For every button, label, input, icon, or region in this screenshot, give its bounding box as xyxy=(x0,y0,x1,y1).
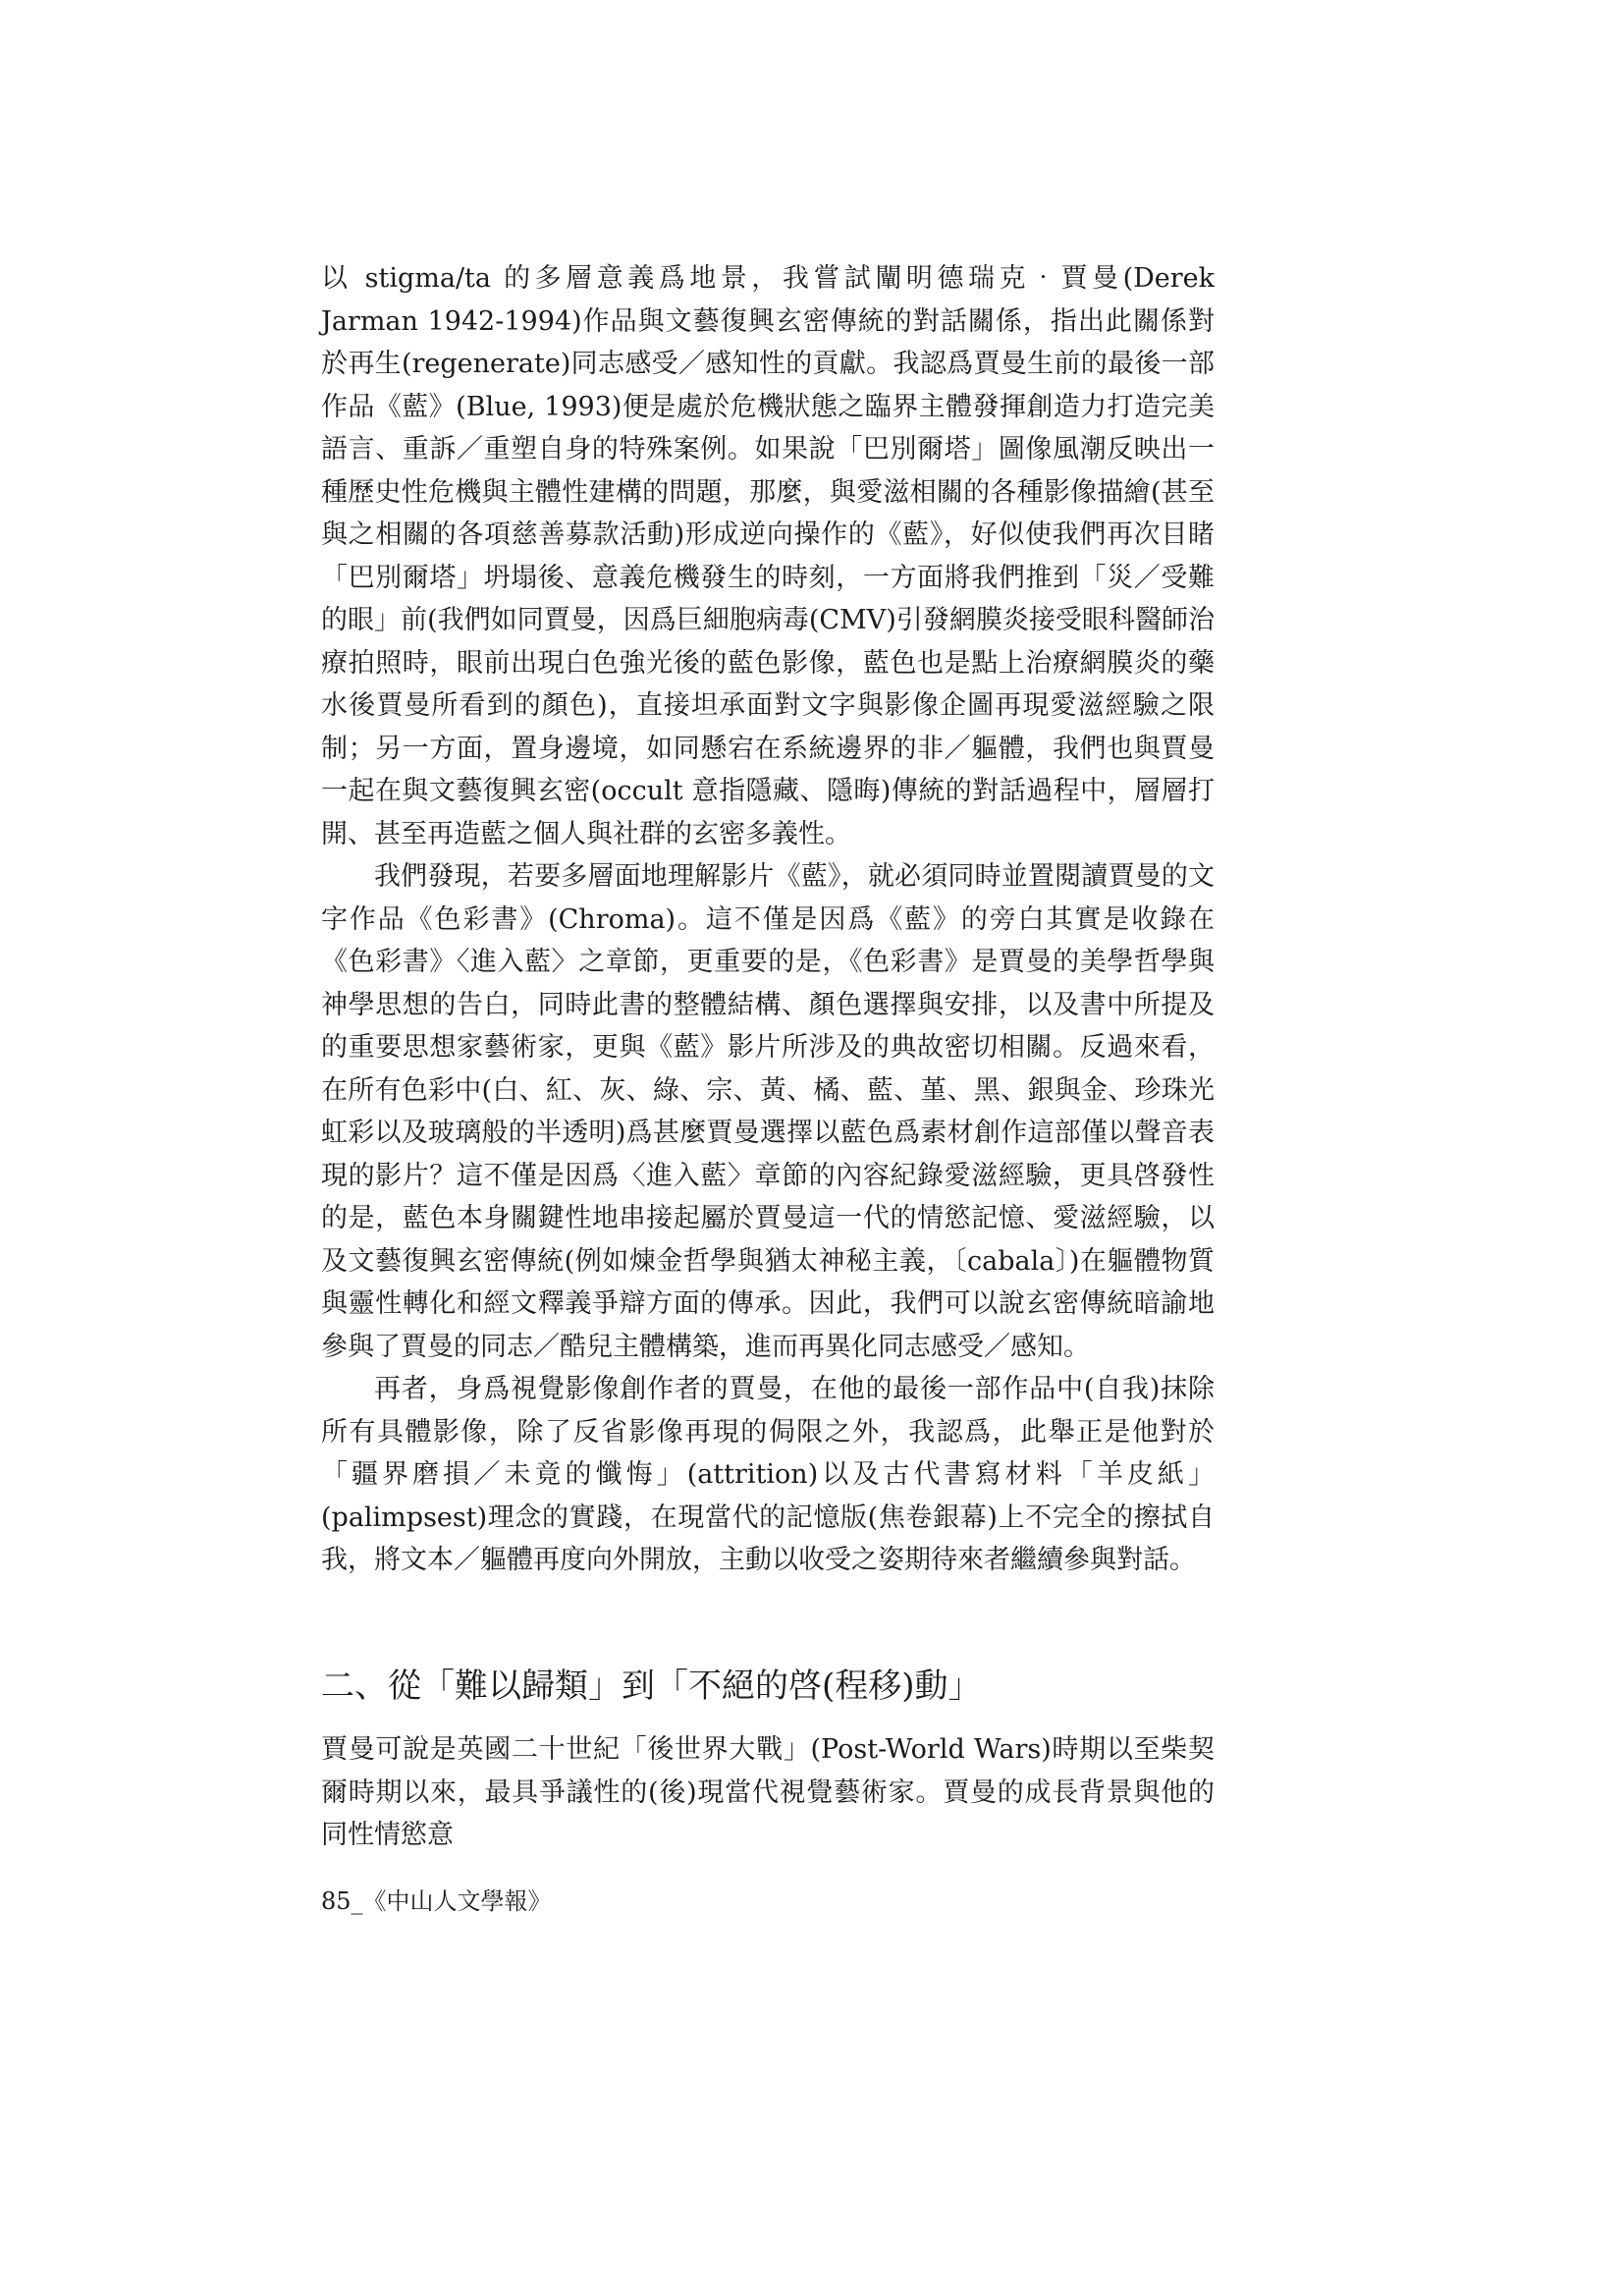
page-footer: 85_《中山人文學報》 xyxy=(321,1887,552,1915)
body-text xyxy=(321,257,1215,1582)
section-paragraph: 賈曼可說是英國二十世紀「後世界大戰」(Post-World Wars)時期以至柴契爾時期以來，最具爭議性的(後)現當代視覺藝術家。賈曼的成長背景與他的同性情慾意 xyxy=(321,1734,1215,1850)
paragraph-3: 再者，身爲視覺影像創作者的賈曼，在他的最後一部作品中(自我)抹除所有具體影像，除了反省影像再現的侷限之外，我認爲，此舉正是他對於「疆界磨損／未竟的懺悔」(attrition)以及古代書寫材料「羊皮紙」(palimpsest)理念的實踐，在現當代的記憶版(焦卷銀幕)上不完全的擦拭自我，將文本／軀體再度向外開放，主動以收受之姿期待來者繼續參與對話。 xyxy=(321,1374,1215,1575)
paragraph-2: 我們發現，若要多層面地理解影片《藍》，就必須同時並置閱讀賈曼的文字作品《色彩書》(Chroma)。這不僅是因爲《藍》的旁白其實是收錄在《色彩書》〈進入藍〉之章節，更重要的是，《色彩書》是賈曼的美學哲學與神學思想的告白，同時此書的整體結構、顏色選擇與安排，以及書中所提及的重要思想家藝術家，更與《藍》影片所涉及的典故密切相關。反過來看，在所有色彩中(白、紅、灰、綠、宗、黃、橘、藍、堇、黑、銀與金、珍珠光虹彩以及玻璃般的半透明)爲甚麼賈曼選擇以藍色爲素材創作這部僅以聲音表現的影片？這不僅是因爲〈進入藍〉章節的內容紀錄愛滋經驗，更具啓發性的是，藍色本身關鍵性地串接起屬於賈曼這一代的情慾記憶、愛滋經驗，以及文藝復興玄密傳統(例如煉金哲學與猶太神秘主義，〔cabala〕)在軀體物質與靈性轉化和經文釋義爭辯方面的傳承。因此，我們可以說玄密傳統暗諭地參與了賈曼的同志／酷兒主體構築，進而再異化同志感受／感知。 xyxy=(321,861,1215,1362)
paragraph-1: 以 stigma/ta 的多層意義爲地景，我嘗試闡明德瑞克‧賈曼(Derek Jarman 1942-1994)作品與文藝復興玄密傳統的對話關係，指出此關係對於再生(regenerate)同志感受／感知性的貢獻。我認爲賈曼生前的最後一部作品《藍》(Blue, 1993)便是處於危機狀態之臨界主體發揮創造力打造完美語言、重訴／重塑自身的特殊案例。如果說「巴別爾塔」圖像風潮反映出一種歷史性危機與主體性建構的問題，那麼，與愛滋相關的各種影像描繪(甚至與之相關的各項慈善募款活動)形成逆向操作的《藍》，好似使我們再次目睹「巴別爾塔」坍塌後、意義危機發生的時刻，一方面將我們推到「災／受難的眼」前(我們如同賈曼，因爲巨細胞病毒(CMV)引發網膜炎接受眼科醫師治療拍照時，眼前出現白色強光後的藍色影像，藍色也是點上治療網膜炎的藥水後賈曼所看到的顏色)，直接坦承面對文字與影像企圖再現愛滋經驗之限制；另一方面，置身邊境，如同懸宕在系統邊界的非／軀體，我們也與賈曼一起在與文藝復興玄密(occult 意指隱藏、隱晦)傳統的對話過程中，層層打開、甚至再造藍之個人與社群的玄密多義性。 xyxy=(321,263,1215,849)
section-heading: 二、從「難以歸類」到「不絕的啓(程移)動」 xyxy=(321,1667,982,1706)
section-body xyxy=(321,1728,1215,1857)
